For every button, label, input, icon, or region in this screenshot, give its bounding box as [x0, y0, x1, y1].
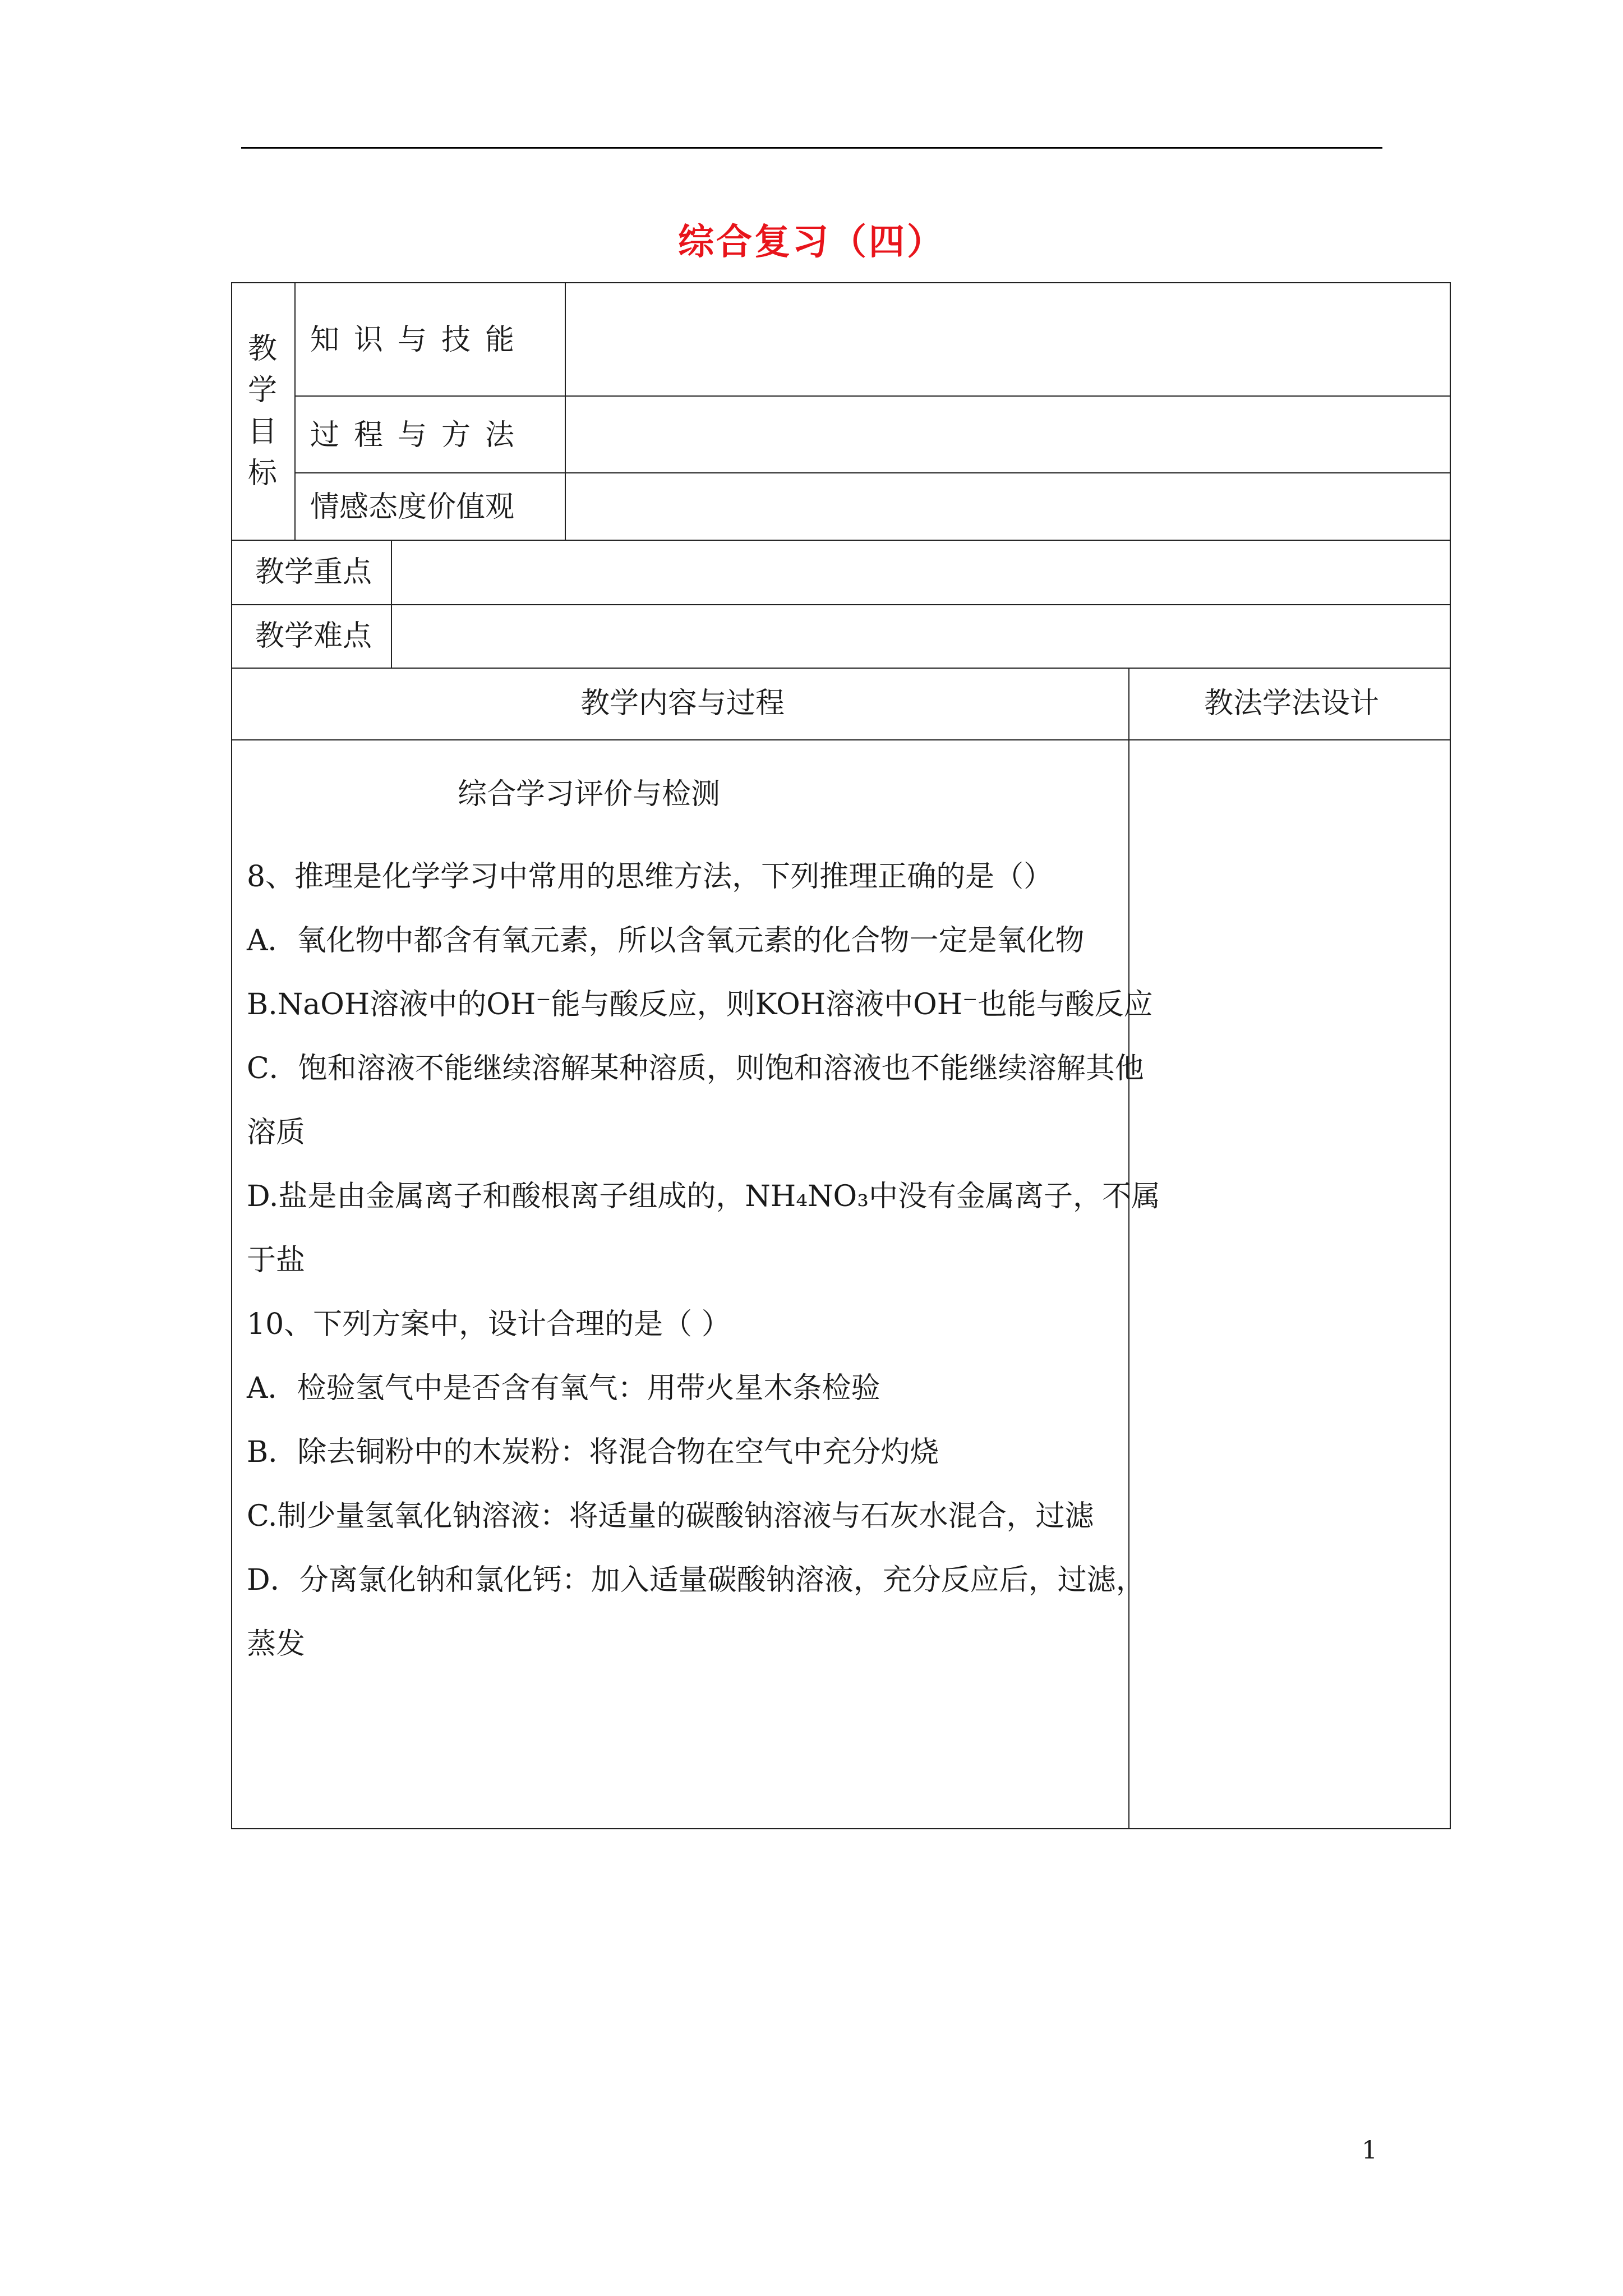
page-number: 1	[1362, 2136, 1377, 2165]
row-divider	[294, 472, 1451, 473]
process-column-header: 教学内容与过程	[580, 687, 785, 720]
content-line: A．氧化物中都含有氧元素，所以含氧元素的化合物一定是氧化物	[247, 924, 1085, 958]
content-subtitle: 综合学习评价与检测	[457, 777, 720, 811]
content-line: B.NaOH溶液中的OH⁻能与酸反应，则KOH溶液中OH⁻也能与酸反应	[247, 988, 1153, 1022]
col-divider	[1128, 668, 1129, 1829]
content-line: D．分离氯化钠和氯化钙：加入适量碳酸钠溶液，充分反应后，过滤，	[247, 1563, 1145, 1597]
goal-knowledge-skills: 知识与技能	[310, 323, 529, 357]
content-line: 10、下列方案中，设计合理的是（ ）	[247, 1308, 731, 1341]
goals-label: 教学目标	[247, 332, 277, 490]
difficult-points-label: 教学难点	[255, 619, 372, 653]
goal-attitudes-values: 情感态度价值观	[310, 490, 515, 524]
methods-column-header: 教法学法设计	[1204, 687, 1380, 720]
row-divider	[294, 395, 1451, 397]
col-divider	[391, 540, 392, 668]
goal-process-methods: 过程与方法	[310, 418, 529, 452]
lesson-content	[247, 777, 1161, 1676]
content-line: C．饱和溶液不能继续溶解某种溶质，则饱和溶液也不能继续溶解其他	[247, 1052, 1144, 1085]
content-line: D.盐是由金属离子和酸根离子组成的，NH₄NO₃中没有金属离子，不属	[247, 1180, 1161, 1213]
content-line: 溶质	[247, 1116, 306, 1149]
row-divider	[231, 739, 1451, 740]
page-title: 综合复习（四）	[678, 222, 945, 263]
content-line: B．除去铜粉中的木炭粉：将混合物在空气中充分灼烧	[247, 1435, 939, 1469]
col-divider	[294, 282, 296, 540]
row-divider	[231, 540, 1451, 541]
content-line: A．检验氢气中是否含有氧气：用带火星木条检验	[247, 1372, 880, 1405]
content-line: 于盐	[247, 1244, 306, 1277]
content-line: 蒸发	[247, 1627, 306, 1661]
header-rule	[241, 147, 1382, 149]
col-divider	[565, 282, 566, 540]
content-line: C.制少量氢氧化钠溶液：将适量的碳酸钠溶液与石灰水混合，过滤	[247, 1499, 1094, 1533]
row-divider	[231, 668, 1451, 669]
row-divider	[231, 604, 1451, 605]
key-points-label: 教学重点	[255, 555, 372, 589]
content-line: 8、推理是化学学习中常用的思维方法，下列推理正确的是（）	[247, 860, 1053, 894]
